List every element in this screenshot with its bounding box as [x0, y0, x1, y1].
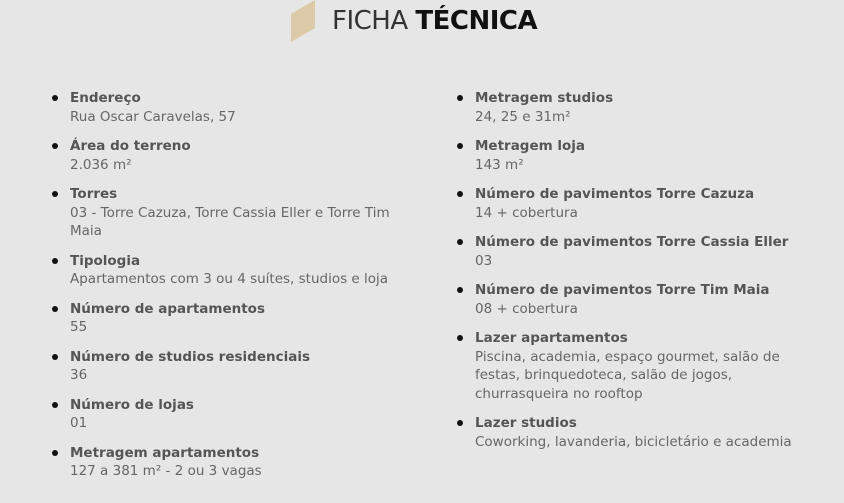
spec-value: 36 [70, 367, 88, 383]
bullet-icon [457, 335, 463, 341]
spec-item [52, 396, 402, 433]
spec-label: Lazer apartamentos [475, 330, 628, 346]
bullet-icon [52, 95, 58, 101]
spec-item [457, 89, 807, 126]
title-light-part: FICHA [332, 6, 416, 36]
spec-label: Número de lojas [70, 396, 194, 413]
spec-item [457, 233, 807, 270]
spec-label: Número de pavimentos Torre Tim Maia [475, 282, 770, 298]
spec-value: Coworking, lavanderia, bicicletário e academia [475, 433, 792, 450]
spec-item [52, 444, 402, 481]
bullet-icon [457, 287, 463, 293]
spec-label: Número de pavimentos Torre Cazuza [475, 186, 755, 202]
spec-value: 03 - Torre Cazuza, Torre Cassia Eller e Torre Tim Maia [70, 204, 390, 239]
spec-value: 127 a 381 m² - 2 ou 3 vagas [70, 463, 262, 479]
spec-label: Número de pavimentos Torre Cassia Eller [475, 234, 789, 250]
bullet-icon [52, 306, 58, 312]
spec-item [52, 89, 402, 126]
spec-item [52, 137, 402, 174]
spec-label: Metragem studios [475, 90, 614, 106]
spec-item [457, 185, 807, 222]
spec-value: 03 [475, 252, 493, 269]
spec-item [52, 252, 402, 289]
spec-label: Torres [70, 186, 118, 202]
bullet-icon [457, 239, 463, 245]
bullet-icon [52, 191, 58, 197]
specs-list-left [52, 89, 402, 492]
spec-label: Área do terreno [70, 138, 191, 154]
spec-label: Lazer studios [475, 415, 577, 431]
specs-list-right [457, 89, 807, 462]
bullet-icon [52, 450, 58, 456]
spec-value: 24, 25 e 31m² [475, 108, 571, 125]
page-title [332, 6, 537, 36]
spec-item [457, 329, 807, 403]
bullet-icon [52, 354, 58, 360]
spec-label: Metragem apartamentos [70, 444, 260, 461]
bullet-icon [457, 143, 463, 149]
bullet-icon [52, 143, 58, 149]
bullet-icon [52, 402, 58, 408]
spec-item [52, 185, 402, 241]
spec-value: 55 [70, 319, 88, 335]
decorative-parallelogram-icon [290, 0, 316, 42]
spec-value: 14 + cobertura [475, 204, 578, 221]
bullet-icon [457, 191, 463, 197]
spec-value: 143 m² [475, 156, 524, 173]
spec-value: Apartamentos com 3 ou 4 suítes, studios e loja [70, 271, 389, 287]
spec-value: 08 + cobertura [475, 300, 578, 317]
bullet-icon [457, 420, 463, 426]
spec-label: Metragem loja [475, 138, 586, 154]
spec-label: Tipologia [70, 252, 141, 269]
spec-label: Endereço [70, 90, 141, 106]
spec-item [52, 300, 402, 337]
spec-value: 01 [70, 415, 88, 431]
spec-item [457, 281, 807, 318]
bullet-icon [457, 95, 463, 101]
title-bold-part: TÉCNICA [415, 6, 538, 36]
spec-item [457, 414, 807, 451]
spec-item [457, 137, 807, 174]
spec-item [52, 348, 402, 385]
spec-value: Piscina, academia, espaço gourmet, salão de festas, brinquedoteca, salão de jogos, churrasqueira no rooftop [475, 348, 780, 402]
spec-value: 2.036 m² [70, 156, 132, 173]
spec-value: Rua Oscar Caravelas, 57 [70, 108, 236, 125]
bullet-icon [52, 258, 58, 264]
section-header [290, 0, 537, 42]
spec-label: Número de studios residenciais [70, 348, 310, 365]
spec-label: Número de apartamentos [70, 300, 265, 317]
